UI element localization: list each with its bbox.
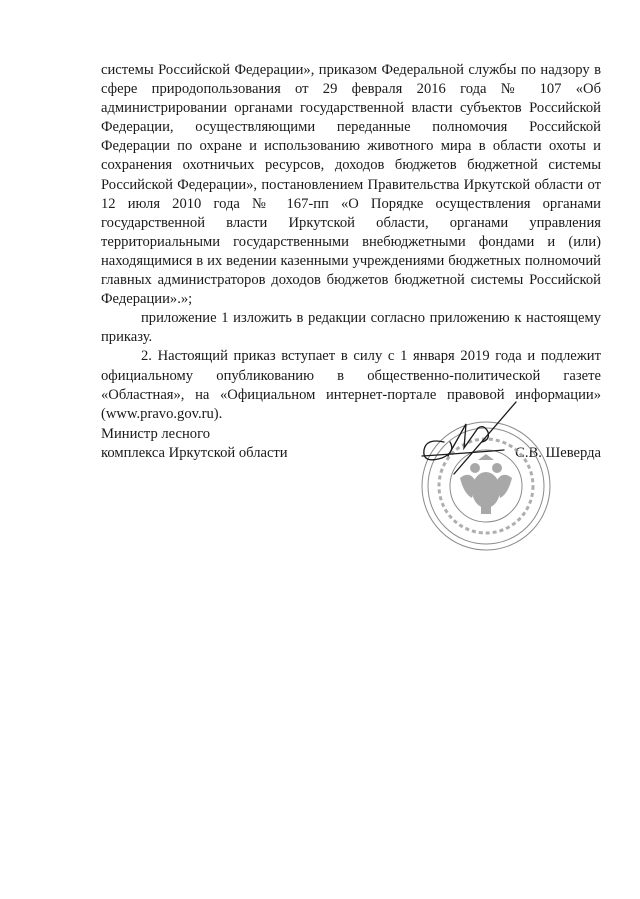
handwritten-signature bbox=[404, 398, 534, 478]
paragraph-effective-date: 2. Настоящий приказ вступает в силу с 1 января 2019 года и подлежит официальному опубликованию в общественно-политической газете «Областная», на «Официальном интернет-портале правовой информации» (www.pravo.gov.ru). bbox=[101, 348, 601, 422]
signatory-name: С.В. Шеверда bbox=[515, 445, 601, 461]
paragraph-continuation: системы Российской Федерации», приказом Федеральной службы по надзору в сфере природопользования от 29 февраля 2016 года № 107 «Об администрировании органами государственной власти субъектов Российской Федерации, осуществляющими переданные полномочия Российской Федерации по охране и использованию животного мира в области охоты и сохранения охотничьих ресурсов, доходов бюджетов бюджетной системы Российской Федерации», постановлением Правительства Иркутской области от 12 июля 2010 года № 167-пп «О Порядке осуществления органами государственной власти Иркутской области, органами управления территориальными государственными внебюджетными фондами и (или) находящимися в их ведении казенными учреждениями бюджетных полномочий главных администраторов доходов бюджетов бюджетной системы Российской Федерации».»; bbox=[101, 62, 601, 308]
paragraph-appendix: приложение 1 изложить в редакции согласно приложению к настоящему приказу. bbox=[101, 310, 601, 346]
document-body bbox=[101, 61, 601, 424]
signatory-position-line-1: Министр лесного bbox=[101, 426, 211, 442]
signatory-position bbox=[101, 425, 361, 463]
signatory-position-line-2: комплекса Иркутской области bbox=[101, 445, 288, 461]
